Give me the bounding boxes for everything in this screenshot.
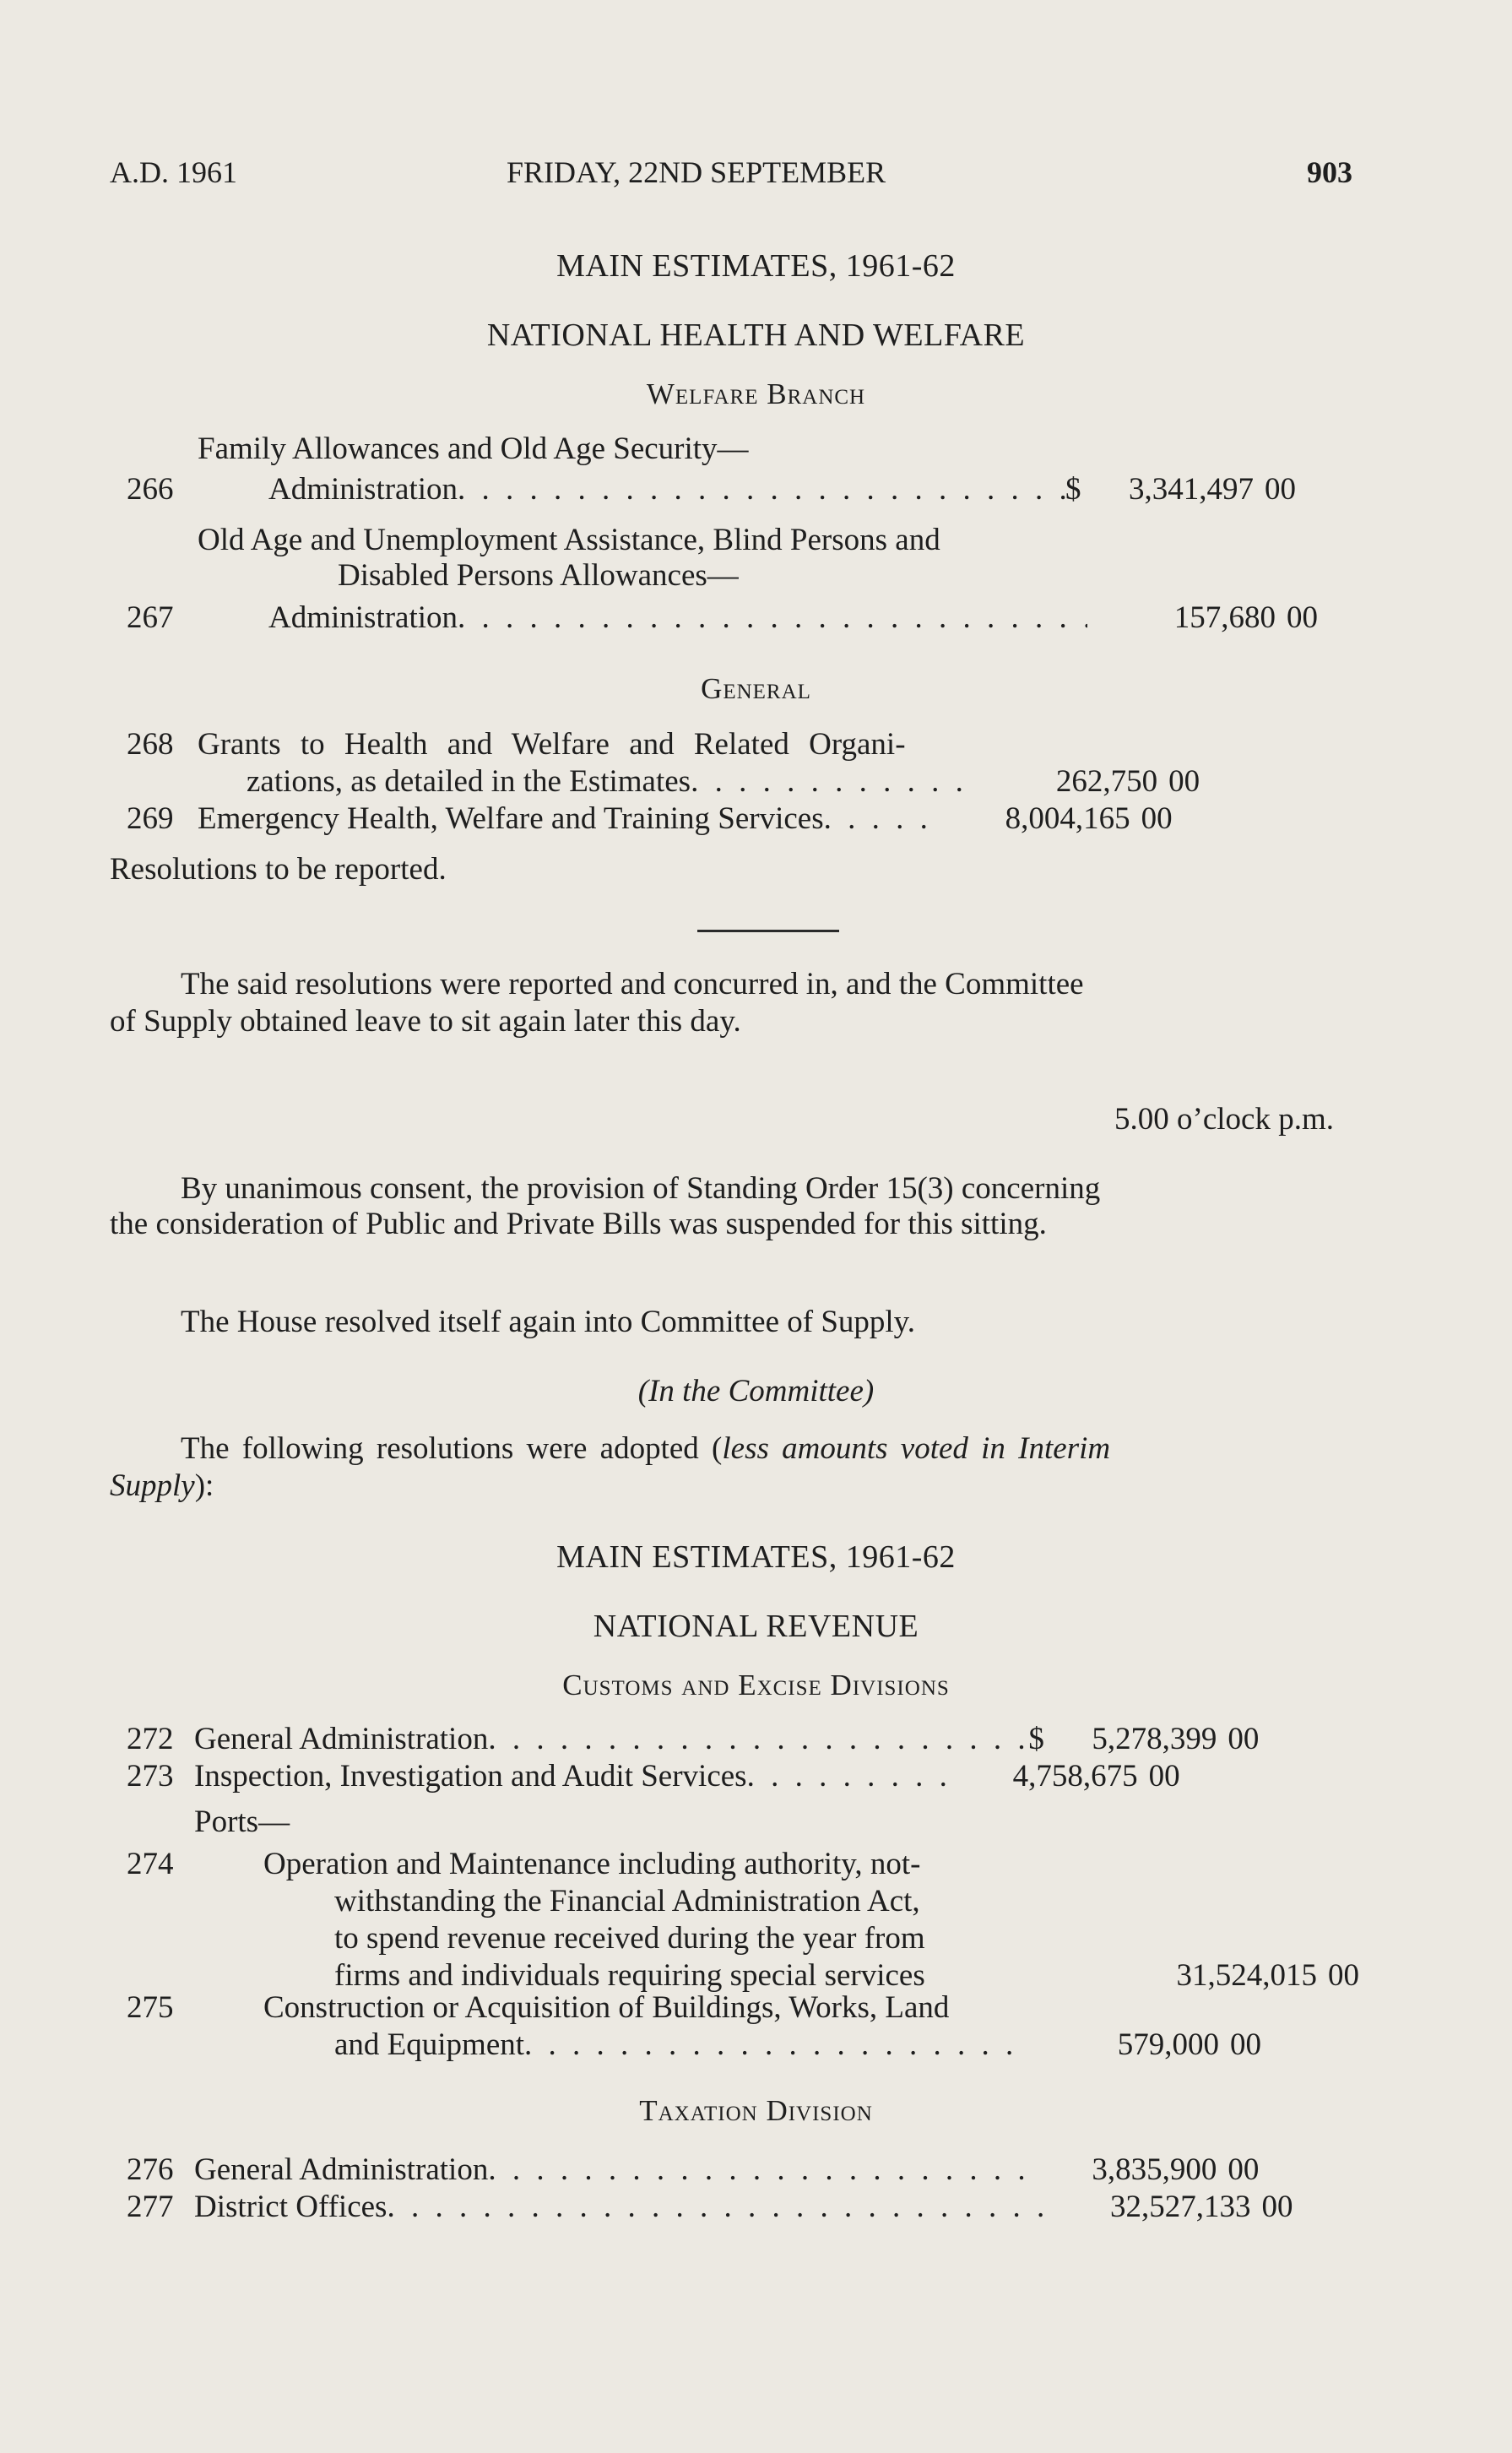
time-marker: 5.00 o’clock p.m. bbox=[1114, 1102, 1334, 1137]
estimate-row bbox=[127, 800, 1359, 838]
item-amount: 3,341,497 bbox=[1129, 472, 1255, 507]
item-label: Construction or Acquisition of Buildings, Works, Land bbox=[263, 1990, 950, 2025]
estimate-row bbox=[127, 1758, 1359, 1795]
dollar-sign: $ bbox=[1028, 1722, 1044, 1756]
item-number: 276 bbox=[127, 2152, 174, 2187]
section2-division: Taxation Division bbox=[639, 2094, 873, 2127]
item-label: Administration bbox=[268, 600, 458, 635]
dollar-sign: $ bbox=[1065, 472, 1081, 507]
section1-title: MAIN ESTIMATES, 1961-62 bbox=[556, 248, 956, 284]
dot-leader bbox=[488, 2152, 1028, 2189]
page-number: 903 bbox=[1307, 155, 1352, 189]
item-cents: 00 bbox=[1328, 1958, 1359, 1993]
section2-department: NATIONAL REVENUE bbox=[593, 1609, 919, 1644]
estimate-row bbox=[127, 2189, 1359, 2226]
section2-division: Customs and Excise Divisions bbox=[562, 1669, 950, 1701]
item-number: 273 bbox=[127, 1759, 174, 1794]
item-amount: 31,524,015 bbox=[1176, 1958, 1317, 1993]
section1-general: General bbox=[701, 672, 811, 705]
item-number: 266 bbox=[127, 472, 174, 507]
item-label: Inspection, Investigation and Audit Services bbox=[194, 1759, 747, 1794]
item-label-cont: to spend revenue received during the year from bbox=[334, 1921, 925, 1956]
paragraph-line: The House resolved itself again into Committee of Supply. bbox=[181, 1305, 916, 1339]
item-label-cont: withstanding the Financial Administration Act, bbox=[334, 1884, 920, 1918]
paragraph-line: The following resolutions were adopted (less amounts voted in Interim bbox=[181, 1431, 1111, 1466]
item-cents: 00 bbox=[1168, 764, 1200, 799]
estimate-row bbox=[127, 1721, 1359, 1758]
estimate-row bbox=[127, 2152, 1359, 2189]
item-amount: 4,758,675 bbox=[1012, 1759, 1138, 1794]
item-label: General Administration bbox=[194, 1722, 489, 1756]
item-number: 277 bbox=[127, 2190, 174, 2224]
item-cents: 00 bbox=[1227, 2152, 1260, 2187]
item-amount: 157,680 bbox=[1173, 600, 1276, 635]
estimate-row-cont bbox=[127, 763, 1359, 800]
paragraph-line: of Supply obtained leave to sit again later this day. bbox=[110, 1004, 741, 1039]
item-amount: 262,750 bbox=[1055, 764, 1158, 799]
dot-leader bbox=[458, 600, 1087, 637]
estimate-row bbox=[127, 471, 1359, 508]
item-number: 272 bbox=[127, 1722, 174, 1756]
section1-department: NATIONAL HEALTH AND WELFARE bbox=[486, 317, 1026, 353]
item-cents: 00 bbox=[1230, 2027, 1262, 2062]
item-cents: 00 bbox=[1148, 1759, 1180, 1794]
dot-leader bbox=[691, 763, 969, 800]
item-amount: 5,278,399 bbox=[1092, 1722, 1217, 1756]
item-label: General Administration bbox=[194, 2152, 489, 2187]
ports-heading: Ports— bbox=[194, 1804, 290, 1839]
dot-leader bbox=[458, 471, 1065, 508]
group-heading: Family Allowances and Old Age Security— bbox=[198, 431, 749, 466]
item-number: 274 bbox=[127, 1847, 174, 1881]
estimate-row bbox=[127, 726, 1359, 763]
paragraph-line: Supply): bbox=[110, 1468, 214, 1503]
item-amount: 32,527,133 bbox=[1109, 2190, 1251, 2224]
item-label-cont: and Equipment bbox=[334, 2027, 525, 2062]
item-cents: 00 bbox=[1227, 1722, 1260, 1756]
dot-leader bbox=[387, 2189, 1062, 2226]
item-label: Operation and Maintenance including authority, not- bbox=[263, 1847, 921, 1881]
item-amount: 3,835,900 bbox=[1092, 2152, 1217, 2187]
paragraph-line: the consideration of Public and Private Bills was suspended for this sitting. bbox=[110, 1207, 1047, 1241]
item-label-cont: firms and individuals requiring special services bbox=[334, 1958, 925, 1993]
committee-note: (In the Committee) bbox=[637, 1374, 875, 1408]
header-date: FRIDAY, 22ND SEPTEMBER bbox=[507, 155, 886, 189]
section1-branch: Welfare Branch bbox=[646, 377, 866, 410]
item-label: Emergency Health, Welfare and Training Services bbox=[198, 801, 824, 836]
item-cents: 00 bbox=[1261, 2190, 1293, 2224]
item-amount: 8,004,165 bbox=[1005, 801, 1130, 836]
item-number: 267 bbox=[127, 600, 174, 635]
item-cents: 00 bbox=[1265, 472, 1297, 507]
dot-leader bbox=[747, 1758, 950, 1795]
item-label: Administration bbox=[268, 472, 458, 507]
estimate-row-cont bbox=[334, 2027, 1359, 2064]
header-year: A.D. 1961 bbox=[110, 155, 237, 189]
resolutions-note: Resolutions to be reported. bbox=[110, 852, 447, 887]
paragraph-line: The said resolutions were reported and concurred in, and the Committee bbox=[181, 967, 1084, 1001]
item-label: Grants to Health and Welfare and Related Organi- bbox=[198, 727, 906, 762]
dot-leader bbox=[824, 800, 942, 838]
group-heading: Old Age and Unemployment Assistance, Blind Persons and bbox=[198, 523, 940, 557]
item-number: 275 bbox=[127, 1990, 174, 2025]
item-amount: 579,000 bbox=[1117, 2027, 1220, 2062]
dot-leader bbox=[524, 2027, 1031, 2064]
item-label: District Offices bbox=[194, 2190, 387, 2224]
paragraph-line: By unanimous consent, the provision of Standing Order 15(3) concerning bbox=[181, 1171, 1101, 1206]
estimate-row bbox=[127, 600, 1359, 637]
item-number: 268 bbox=[127, 727, 174, 762]
dot-leader bbox=[488, 1721, 1028, 1758]
group-heading-cont: Disabled Persons Allowances— bbox=[338, 558, 739, 593]
item-cents: 00 bbox=[1141, 801, 1173, 836]
item-label-cont: zations, as detailed in the Estimates bbox=[247, 764, 691, 799]
item-cents: 00 bbox=[1287, 600, 1319, 635]
item-number: 269 bbox=[127, 801, 174, 836]
section-divider bbox=[697, 930, 839, 932]
section2-title: MAIN ESTIMATES, 1961-62 bbox=[556, 1539, 956, 1575]
